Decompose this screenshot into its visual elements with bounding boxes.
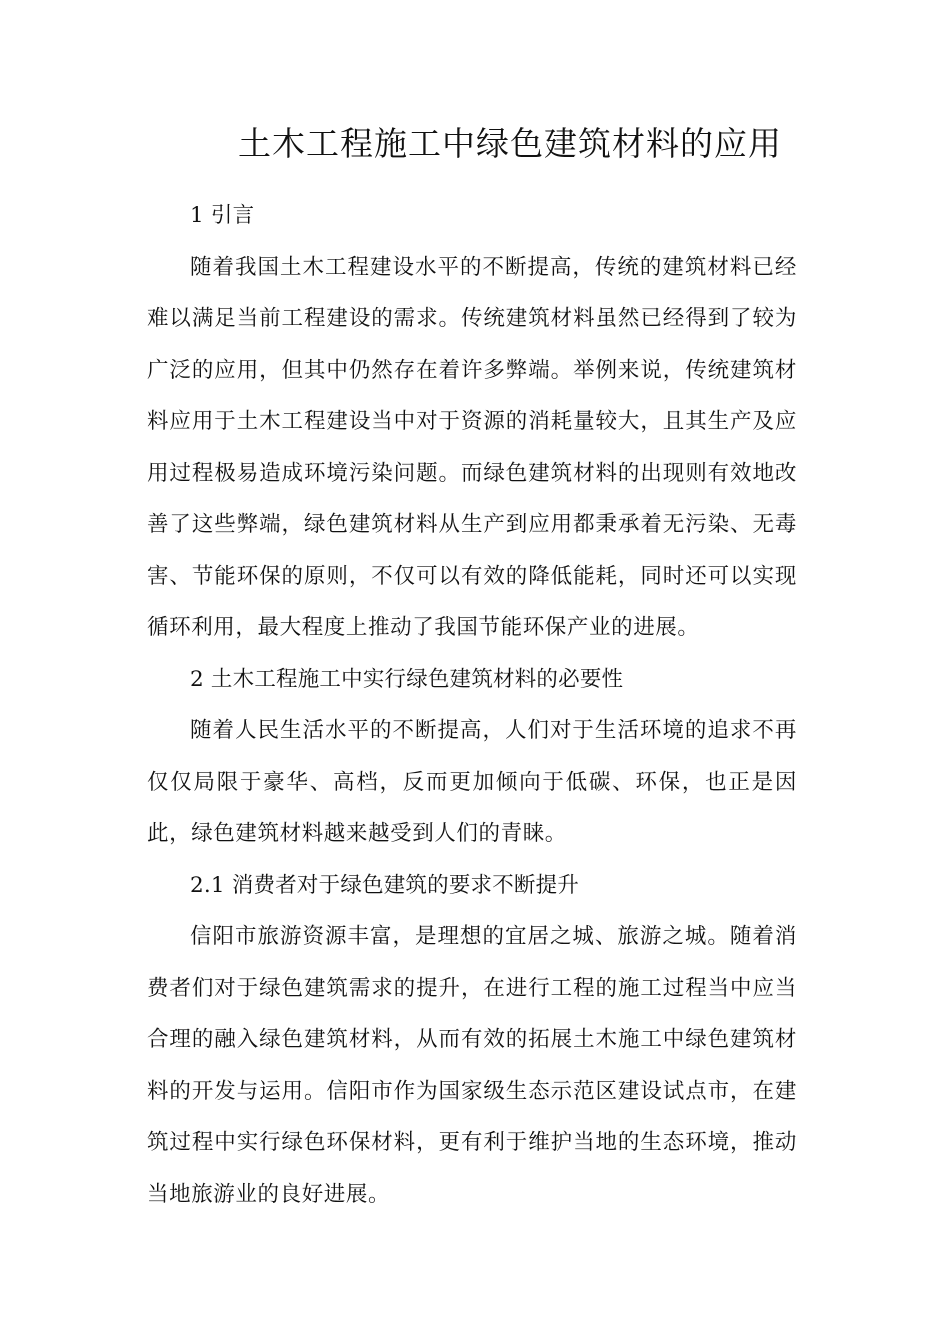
paragraph-introduction: 随着我国土木工程建设水平的不断提高，传统的建筑材料已经难以满足当前工程建设的需求。传统建筑材料虽然已经得到了较为广泛的应用，但其中仍然存在着许多弊端。举例来说，传统建筑材料应用于土木工程建设当中对于资源的消耗量较大，且其生产及应用过程极易造成环境污染问题。而绿色建筑材料的出现则有效地改善了这些弊端，绿色建筑材料从生产到应用都秉承着无污染、无毒害、节能环保的原则，不仅可以有效的降低能耗，同时还可以实现循环利用，最大程度上推动了我国节能环保产业的进展。 (147, 254, 797, 640)
section-heading-introduction: 1 引言 (190, 203, 255, 228)
document-body (147, 190, 797, 1220)
subsection-heading-consumer-demand: 2.1 消费者对于绿色建筑的要求不断提升 (190, 872, 580, 898)
document-title: 土木工程施工中绿色建筑材料的应用 (238, 124, 782, 163)
section-heading-necessity: 2 土木工程施工中实行绿色建筑材料的必要性 (190, 666, 624, 692)
paragraph-consumer-demand: 信阳市旅游资源丰富，是理想的宜居之城、旅游之城。随着消费者们对于绿色建筑需求的提升，在进行工程的施工过程当中应当合理的融入绿色建筑材料，从而有效的拓展土木施工中绿色建筑材料的开发与运用。信阳市作为国家级生态示范区建设试点市，在建筑过程中实行绿色环保材料，更有利于维护当地的生态环境，推动当地旅游业的良好进展。 (147, 924, 797, 1207)
paragraph-necessity: 随着人民生活水平的不断提高，人们对于生活环境的追求不再仅仅局限于豪华、高档，反而更加倾向于低碳、环保，也正是因此，绿色建筑材料越来越受到人们的青睐。 (147, 718, 797, 846)
